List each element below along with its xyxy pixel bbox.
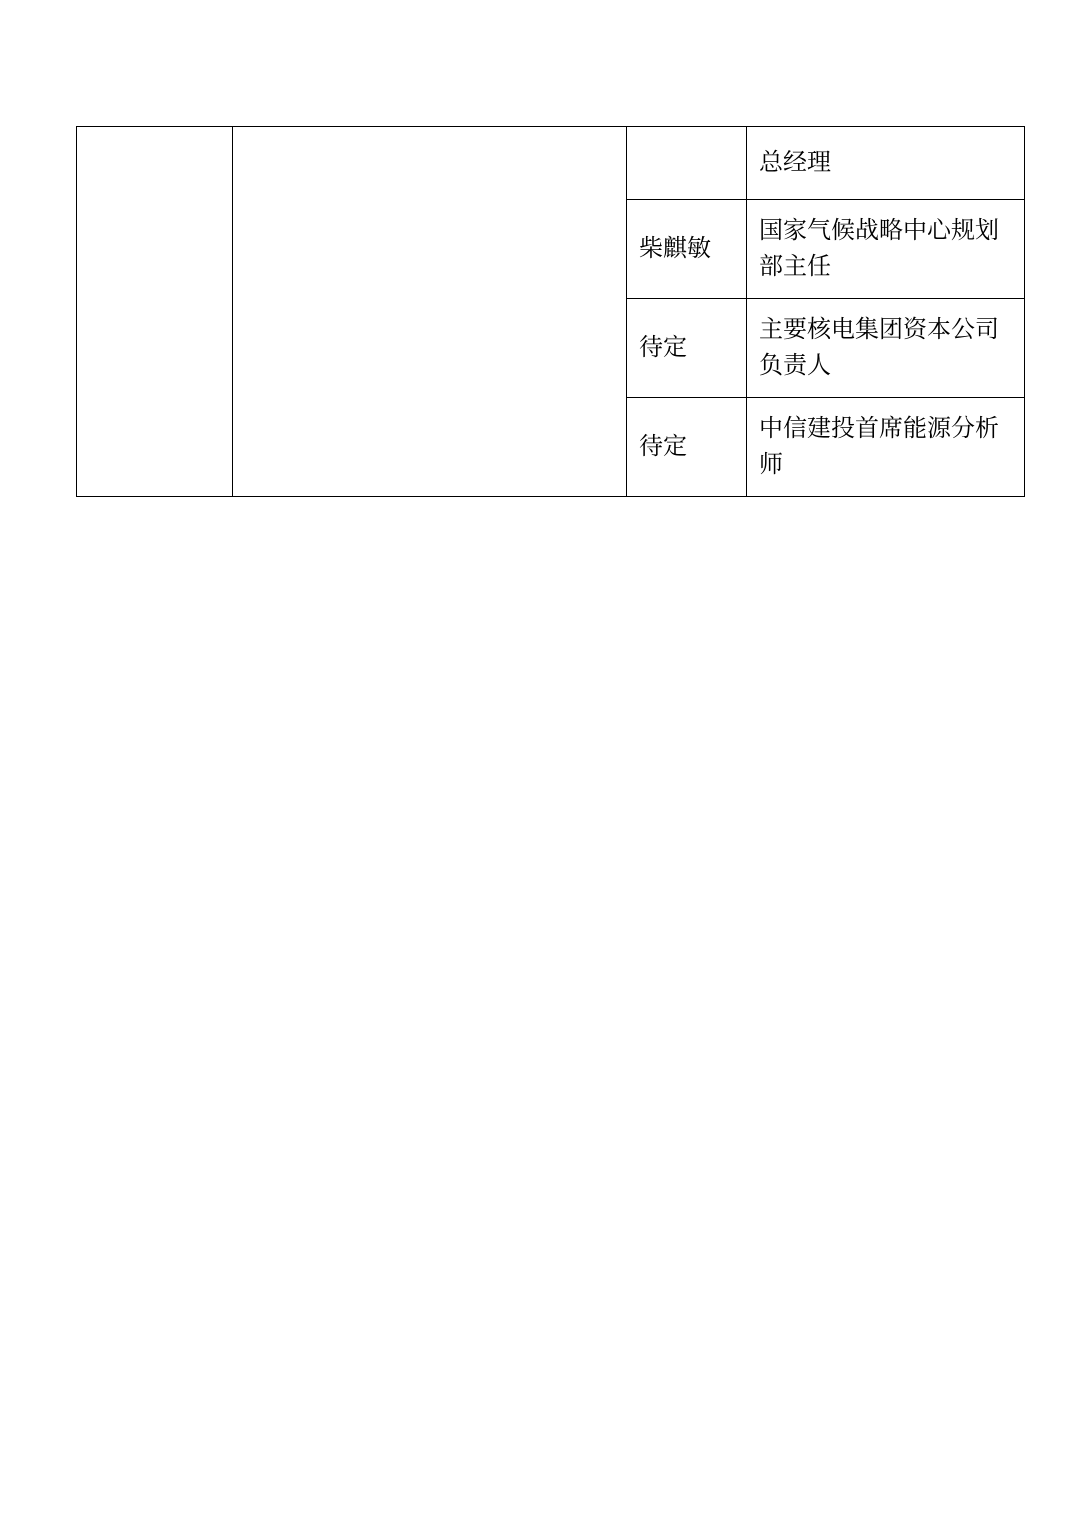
table-cell-title: 总经理 <box>747 127 1025 200</box>
table-cell-title: 中信建投首席能源分析师 <box>747 398 1025 497</box>
participant-table <box>76 126 1025 497</box>
table-cell-name: 待定 <box>627 299 747 398</box>
table-cell-name: 柴麒敏 <box>627 200 747 299</box>
table-cell-title: 主要核电集团资本公司负责人 <box>747 299 1025 398</box>
table-cell-left-merged <box>77 127 233 497</box>
table-cell-second-merged <box>233 127 627 497</box>
table-row <box>77 127 1025 200</box>
table-cell-name <box>627 127 747 200</box>
table-cell-title: 国家气候战略中心规划部主任 <box>747 200 1025 299</box>
table-cell-name: 待定 <box>627 398 747 497</box>
